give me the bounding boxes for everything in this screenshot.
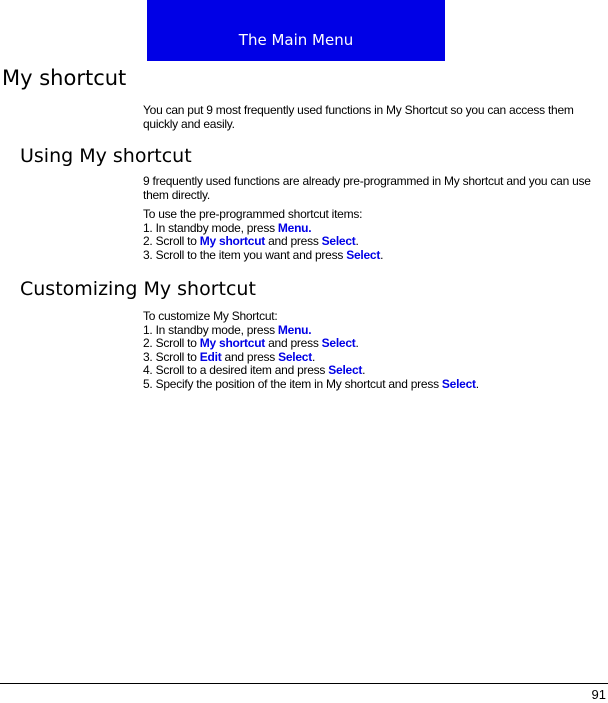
footer-divider [0,683,608,684]
select-key-label: Select [346,247,381,262]
using-lead: To use the pre-programmed shortcut items: [143,207,363,221]
customizing-step-1: 1. In standby mode, press Menu. [143,322,312,337]
select-key-label: Select [328,363,363,377]
menu-key-label: Menu. [277,322,312,337]
my-shortcut-key-label: My shortcut [199,336,266,350]
customizing-step-5: 5. Specify the position of the item in My shortcut and press Select. [143,376,479,391]
section-intro-block [143,104,603,131]
select-key-label: Select [278,349,312,364]
customizing-step-4: 4. Scroll to a desired item and press Select. [143,363,366,377]
using-shortcut-body [143,175,603,262]
select-key-label: Select [321,234,356,248]
using-step-3: 3. Scroll to the item you want and press Select. [143,247,384,262]
chapter-header-tab [147,0,445,61]
page-number: 91 [591,687,606,702]
menu-key-label: Menu. [277,220,312,235]
section-intro: You can put 9 most frequently used functions in My Shortcut so you can access them quickly and easily. [143,103,574,131]
customizing-shortcut-body [143,310,603,391]
using-shortcut-heading: Using My shortcut [20,145,192,167]
select-key-label: Select [321,336,356,350]
my-shortcut-key-label: My shortcut [199,234,266,248]
using-intro: 9 frequently used functions are already pre-programmed in My shortcut and you can use them directly. [143,174,591,202]
customizing-step-2: 2. Scroll to My shortcut and press Select. [143,336,359,350]
section-title: My shortcut [2,66,127,90]
customizing-lead: To customize My Shortcut: [143,309,278,323]
using-step-2: 2. Scroll to My shortcut and press Select. [143,234,359,248]
chapter-title: The Main Menu [238,31,354,49]
customizing-shortcut-heading: Customizing My shortcut [20,278,256,300]
edit-key-label: Edit [199,349,222,364]
select-key-label: Select [441,376,476,391]
using-step-1: 1. In standby mode, press Menu. [143,220,312,235]
customizing-step-3: 3. Scroll to Edit and press Select. [143,349,316,364]
